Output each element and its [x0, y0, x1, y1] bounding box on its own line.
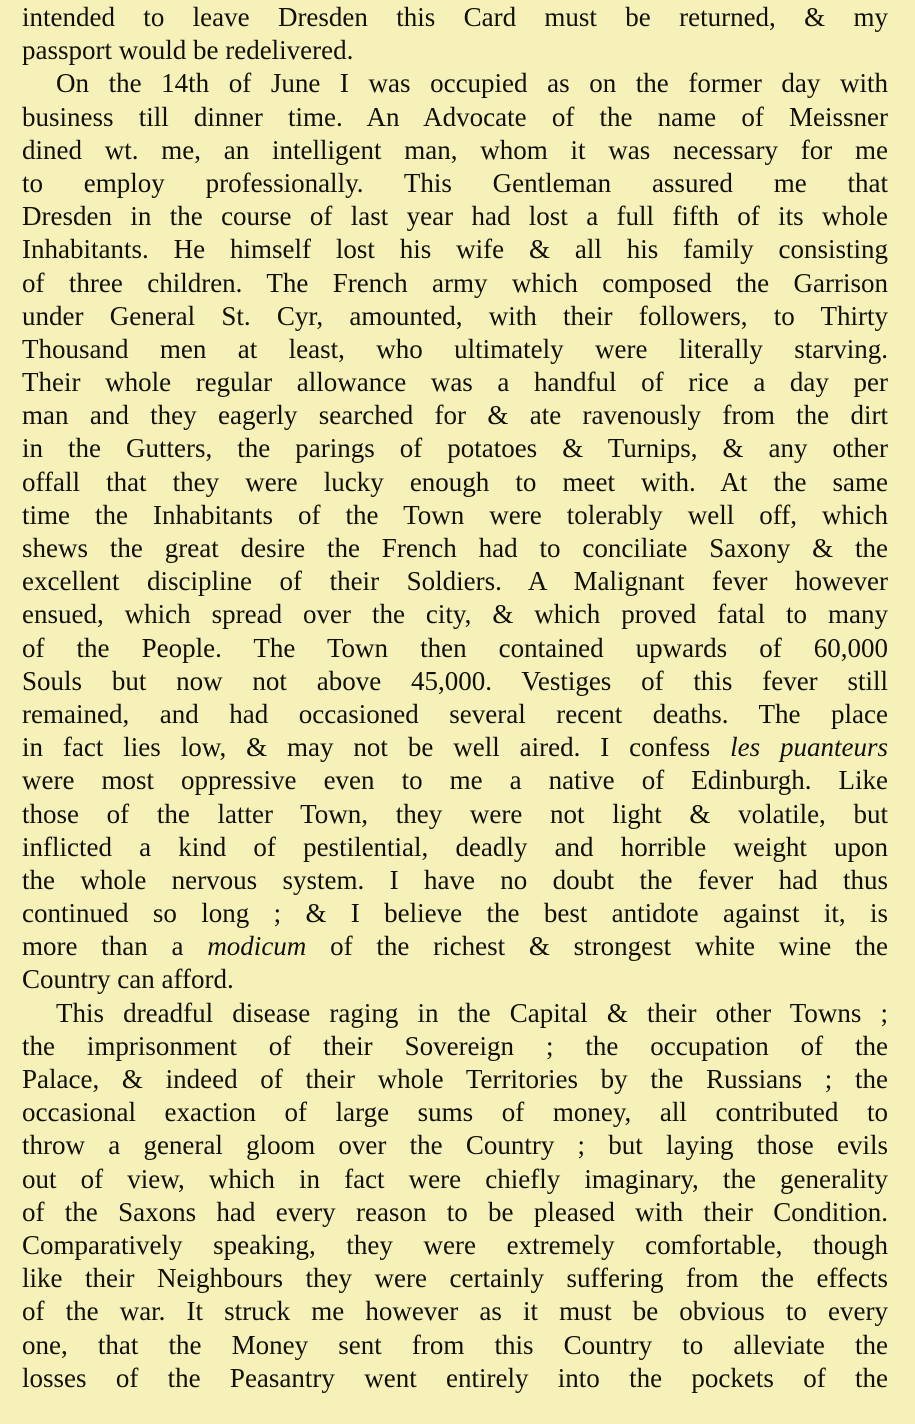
text-line	[22, 432, 888, 465]
text-run: one, that the Money sent from this Country to alleviate the	[22, 1329, 888, 1360]
text-line	[22, 1129, 888, 1162]
text-line	[22, 101, 888, 134]
text-run: throw a general gloom over the Country ; but laying those evils	[22, 1130, 888, 1161]
text-line	[22, 200, 888, 233]
text-run: man and they eagerly searched for & ate ravenously from the dirt	[22, 400, 888, 431]
text-run: the whole nervous system. I have no doubt the fever had thus	[22, 864, 888, 895]
text-line	[22, 864, 888, 897]
text-line	[22, 798, 888, 831]
text-line	[22, 1063, 888, 1096]
text-line	[22, 1163, 888, 1196]
text-run: in the Gutters, the parings of potatoes & Turnips, & any other	[22, 433, 888, 464]
text-run: Thousand men at least, who ultimately were literally starving.	[22, 333, 888, 364]
text-line	[22, 399, 888, 432]
text-run: Dresden in the course of last year had lost a full fifth of its whole	[22, 201, 888, 232]
text-line	[22, 67, 888, 100]
text-line	[22, 134, 888, 167]
text-run: time the Inhabitants of the Town were tolerably well off, which	[22, 499, 888, 530]
italic-phrase: modicum	[207, 931, 307, 962]
page-text	[22, 1, 888, 1395]
text-run: were most oppressive even to me a native of Edinburgh. Like	[22, 765, 888, 796]
text-line	[22, 466, 888, 499]
text-run: those of the latter Town, they were not light & volatile, but	[22, 798, 888, 829]
text-run: in fact lies low, & may not be well aired. I confess	[22, 732, 731, 763]
text-line	[22, 1096, 888, 1129]
text-line	[22, 233, 888, 266]
text-run: Inhabitants. He himself lost his wife & all his family consisting	[22, 234, 888, 265]
text-line	[22, 333, 888, 366]
text-run: shews the great desire the French had to conciliate Saxony & the	[22, 533, 888, 563]
text-line	[22, 963, 888, 996]
text-run: This dreadful disease raging in the Capital & their other Towns ;	[56, 997, 888, 1028]
text-line	[22, 831, 888, 864]
text-line	[22, 1030, 888, 1063]
text-run: Country can afford.	[22, 964, 234, 995]
italic-phrase: les puanteurs	[730, 732, 888, 763]
text-line	[22, 1329, 888, 1362]
text-run: occasional exaction of large sums of money, all contributed to	[22, 1097, 888, 1128]
text-run: of the Saxons had every reason to be pleased with their Condition.	[22, 1196, 888, 1227]
text-line	[22, 1229, 888, 1262]
text-run: like their Neighbours they were certainly suffering from the effects	[22, 1263, 888, 1294]
text-line	[22, 764, 888, 797]
text-run: dined wt. me, an intelligent man, whom it was necessary for me	[22, 134, 888, 165]
text-line	[22, 731, 888, 764]
text-line	[22, 632, 888, 665]
text-line	[22, 1262, 888, 1295]
text-run: continued so long ; & I believe the best antidote against it, is	[22, 898, 888, 929]
text-line	[22, 1362, 888, 1395]
text-line	[22, 930, 888, 963]
text-run: out of view, which in fact were chiefly imaginary, the generality	[22, 1163, 888, 1194]
text-run: ensued, which spread over the city, & which proved fatal to many	[22, 599, 888, 630]
text-run: inflicted a kind of pestilential, deadly and horrible weight upon	[22, 831, 888, 862]
text-line	[22, 34, 888, 67]
text-line	[22, 366, 888, 399]
text-run: of the richest & strongest white wine the	[306, 931, 888, 962]
text-run: business till dinner time. An Advocate of the name of Meissner	[22, 101, 888, 132]
text-line	[22, 598, 888, 631]
text-run: more than a	[22, 931, 208, 962]
text-run: excellent discipline of their Soldiers. A Malignant fever however	[22, 566, 888, 597]
text-run: losses of the Peasantry went entirely into the pockets of the	[22, 1362, 888, 1393]
text-line	[22, 499, 888, 532]
text-line	[22, 167, 888, 200]
text-line	[22, 1196, 888, 1229]
text-line	[22, 698, 888, 731]
text-line	[22, 532, 888, 565]
text-line	[22, 897, 888, 930]
text-line	[22, 565, 888, 598]
text-run: offall that they were lucky enough to meet with. At the same	[22, 466, 888, 497]
text-line	[22, 665, 888, 698]
text-run: the imprisonment of their Sovereign ; the occupation of the	[22, 1030, 888, 1061]
text-run: under General St. Cyr, amounted, with their followers, to Thirty	[22, 300, 888, 331]
text-run: intended to leave Dresden this Card must be returned, & my	[22, 2, 888, 32]
text-run: to employ professionally. This Gentleman assured me that	[22, 167, 888, 198]
text-run: of three children. The French army which composed the Garrison	[22, 267, 888, 298]
text-line	[22, 267, 888, 300]
text-run: Palace, & indeed of their whole Territories by the Russians ; the	[22, 1064, 888, 1094]
text-run: passport would be redelivered.	[22, 35, 354, 66]
text-run: Souls but now not above 45,000. Vestiges of this fever still	[22, 665, 888, 696]
text-run: of the People. The Town then contained upwards of 60,000	[22, 632, 888, 663]
text-run: remained, and had occasioned several recent deaths. The place	[22, 698, 888, 729]
text-line	[22, 1295, 888, 1328]
text-run: On the 14th of June I was occupied as on the former day with	[56, 68, 888, 99]
text-run: of the war. It struck me however as it must be obvious to every	[22, 1296, 888, 1327]
text-run: Their whole regular allowance was a handful of rice a day per	[22, 367, 888, 398]
text-line	[22, 1, 888, 34]
text-line	[22, 300, 888, 333]
text-line	[22, 997, 888, 1030]
text-run: Comparatively speaking, they were extremely comfortable, though	[22, 1229, 888, 1260]
